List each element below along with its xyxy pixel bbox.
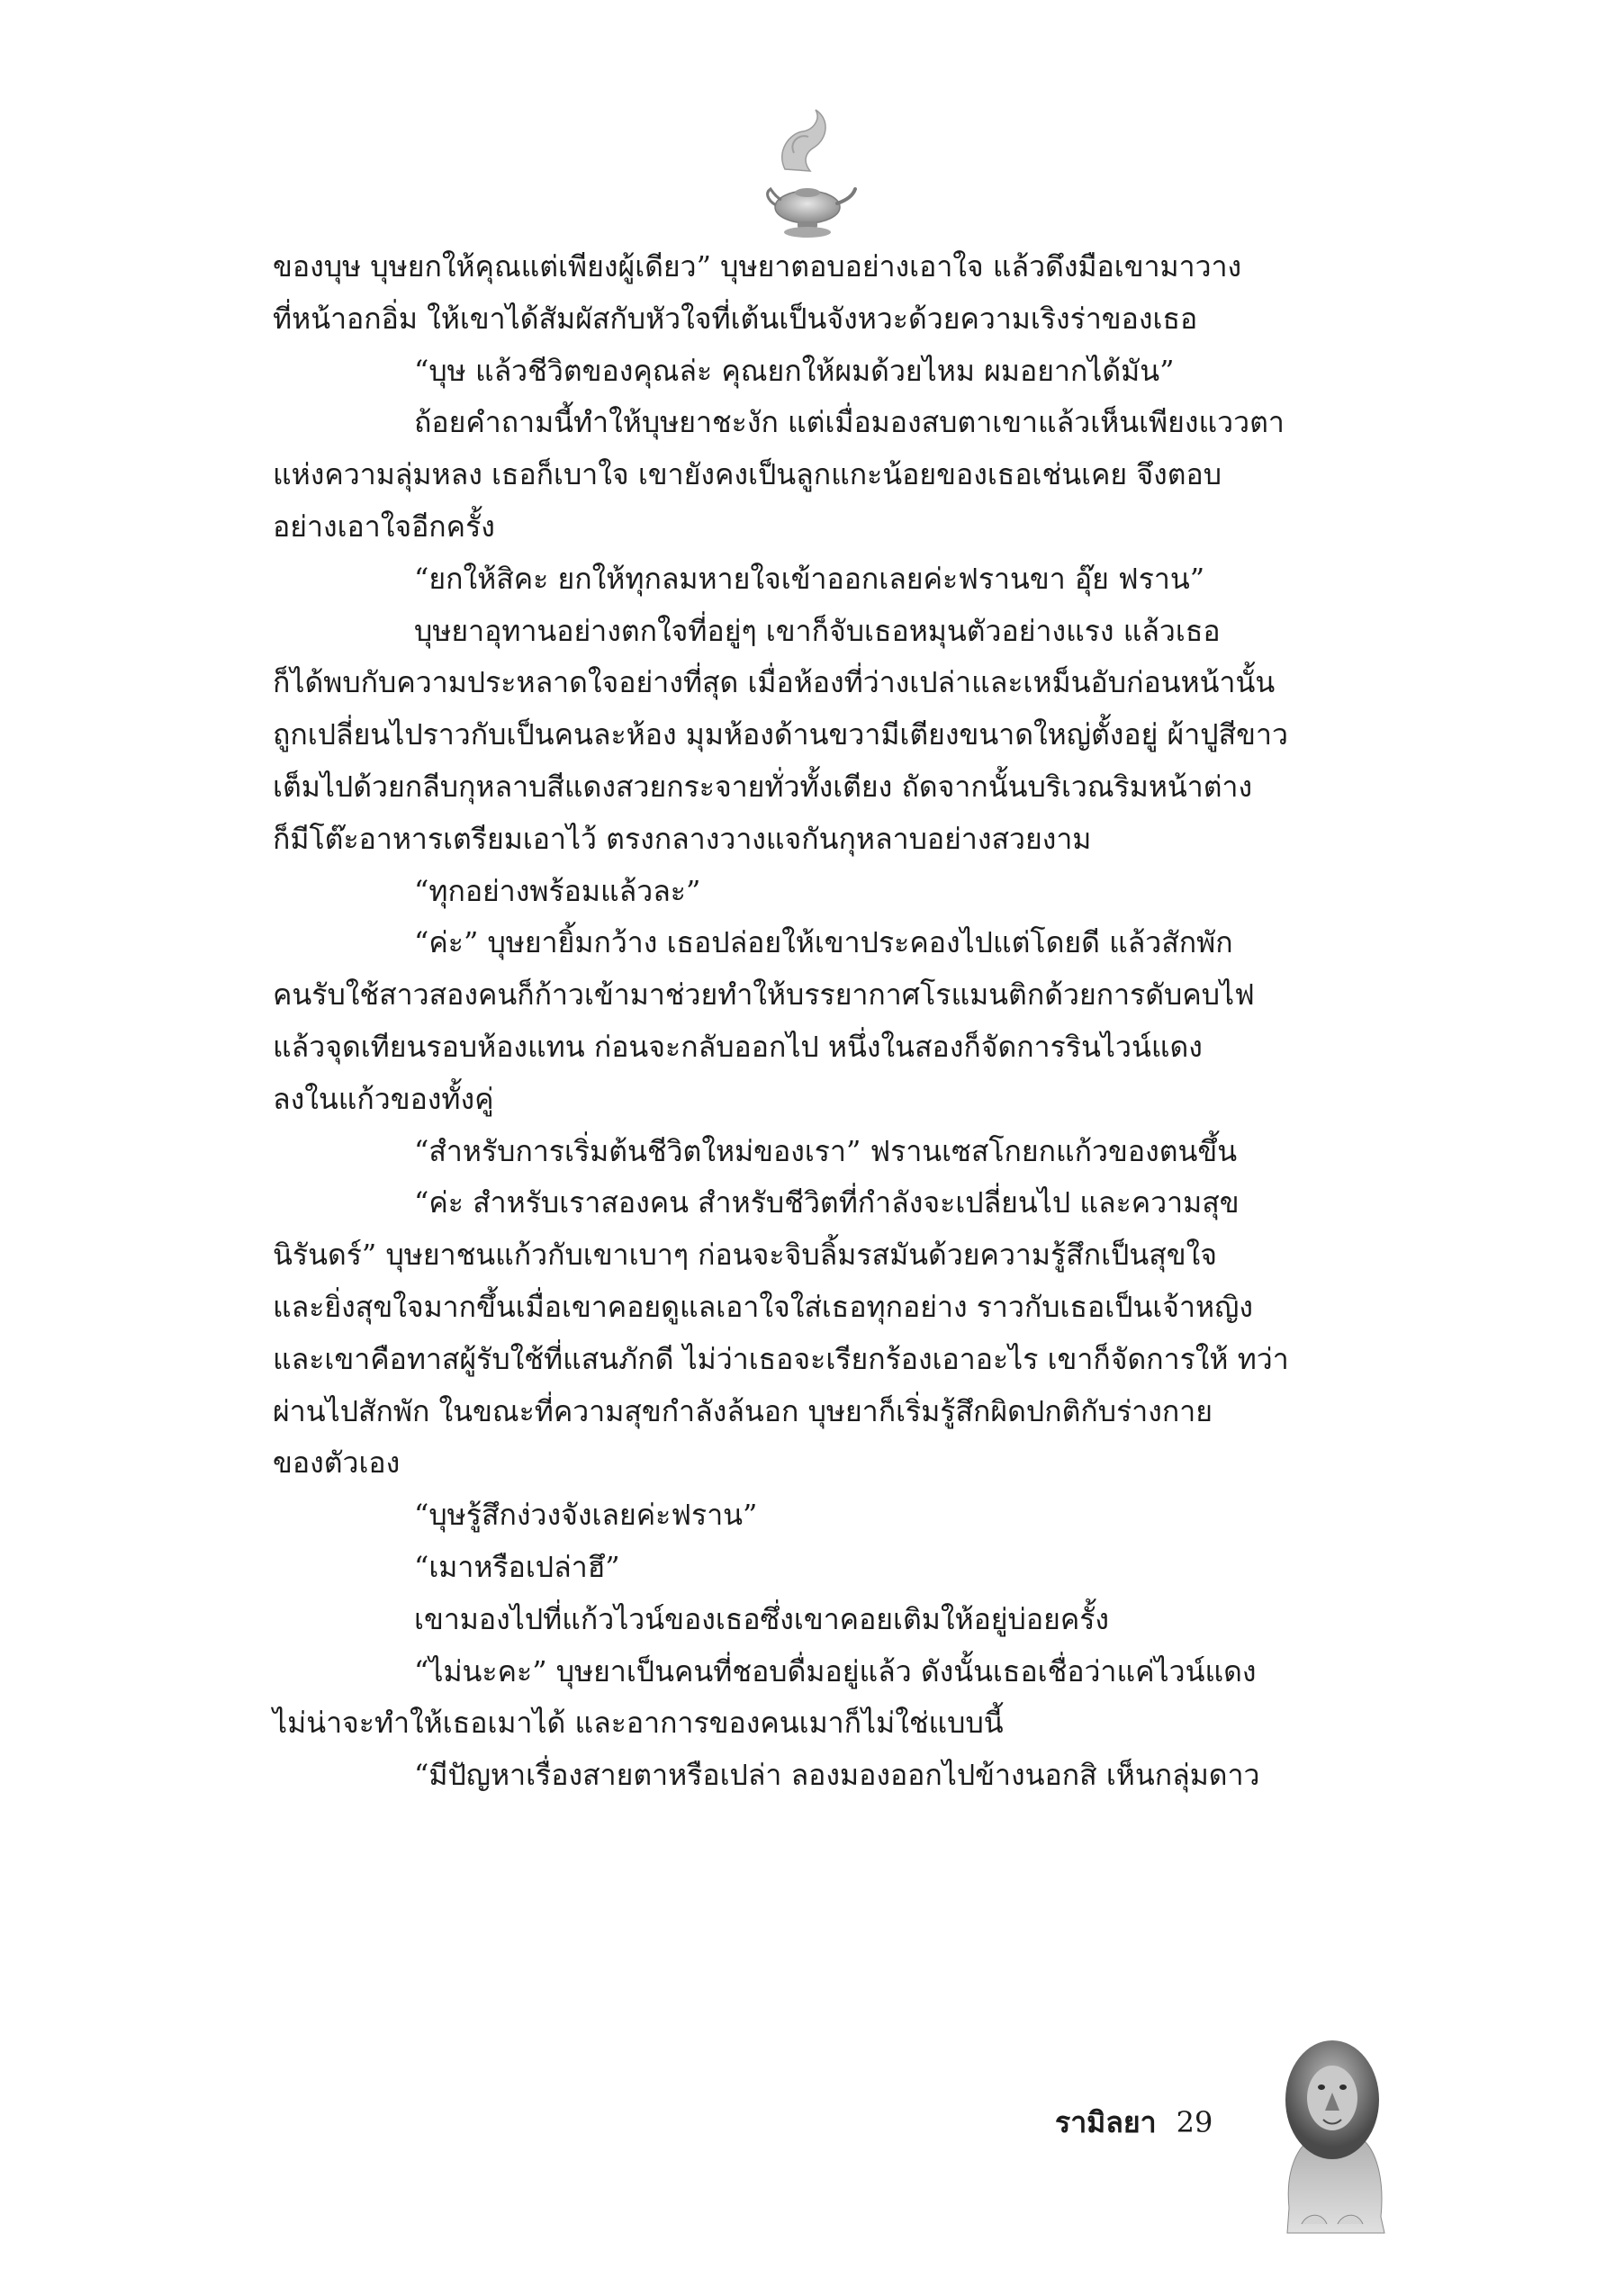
text-line: เขามองไปที่แก้วไวน์ของเธอซึ่งเขาคอยเติมให้อยู่บ่อยครั้ง [414,1601,1110,1636]
text-line: ก็ได้พบกับความประหลาดใจอย่างที่สุด เมื่อห้องที่ว่างเปล่าและเหม็นอับก่อนหน้านั้น [273,665,1276,700]
text-line: ก็มีโต๊ะอาหารเตรียมเอาไว้ ตรงกลางวางแจกันกุหลาบอย่างสวยงาม [273,821,1092,856]
body-text [273,241,1384,1802]
text-line: และยิ่งสุขใจมากขึ้นเมื่อเขาคอยดูแลเอาใจใส่เธอทุกอย่าง ราวกับเธอเป็นเจ้าหญิง [273,1289,1253,1324]
text-line: ผ่านไปสักพัก ในขณะที่ความสุขกำลังล้นอก บุษยาก็เริ่มรู้สึกผิดปกติกับร่างกาย [273,1393,1213,1428]
text-line: แห่งความลุ่มหลง เธอก็เบาใจ เขายังคงเป็นลูกแกะน้อยของเธอเช่นเคย จึงตอบ [273,457,1222,492]
text-line: ที่หน้าอกอิ่ม ให้เขาได้สัมผัสกับหัวใจที่เต้นเป็นจังหวะด้วยความเริงร่าของเธอ [273,301,1198,336]
text-line: แล้วจุดเทียนรอบห้องแทน ก่อนจะกลับออกไป หนึ่งในสองก็จัดการรินไวน์แดง [273,1029,1203,1064]
lion-illustration [1280,2028,1386,2235]
text-line: “บุษรู้สึกง่วงจังเลยค่ะฟราน” [414,1498,758,1533]
text-line: “มีปัญหาเรื่องสายตาหรือเปล่า ลองมองออกไปข้างนอกสิ เห็นกลุ่มดาว [414,1758,1260,1793]
text-line: ของบุษ บุษยกให้คุณแต่เพียงผู้เดียว” บุษยาตอบอย่างเอาใจ แล้วดึงมือเขามาวาง [273,249,1242,284]
text-line: ไม่น่าจะทำให้เธอเมาได้ และอาการของคนเมาก็ไม่ใช่แบบนี้ [273,1706,1004,1741]
genie-lamp-icon [758,106,857,241]
text-line: ถ้อยคำถามนี้ทำให้บุษยาชะงัก แต่เมื่อมองสบตาเขาแล้วเห็นเพียงแววตา [414,405,1285,440]
text-line: “สำหรับการเริ่มต้นชีวิตใหม่ของเรา” ฟรานเซสโกยกแก้วของตนขึ้น [414,1133,1238,1168]
text-line: คนรับใช้สาวสองคนก็ก้าวเข้ามาช่วยทำให้บรรยากาศโรแมนติกด้วยการดับคบไฟ [273,977,1255,1013]
text-line: “เมาหรือเปล่าฮึ” [414,1549,620,1584]
text-line: อย่างเอาใจอีกครั้ง [273,509,495,544]
text-line: “ไม่นะคะ” บุษยาเป็นคนที่ชอบดื่มอยู่แล้ว ดังนั้นเธอเชื่อว่าแค่ไวน์แดง [414,1653,1257,1688]
page-number: 29 [1176,2105,1213,2139]
text-line: บุษยาอุทานอย่างตกใจที่อยู่ๆ เขาก็จับเธอหมุนตัวอย่างแรง แล้วเธอ [414,613,1221,648]
text-line: ถูกเปลี่ยนไปราวกับเป็นคนละห้อง มุมห้องด้านขวามีเตียงขนาดใหญ่ตั้งอยู่ ผ้าปูสีขาว [273,717,1288,752]
page-footer [1055,2095,1213,2149]
text-line: “ค่ะ” บุษยายิ้มกว้าง เธอปล่อยให้เขาประคองไปแต่โดยดี แล้วสักพัก [414,925,1233,960]
text-line: และเขาคือทาสผู้รับใช้ที่แสนภักดี ไม่ว่าเธอจะเรียกร้องเอาอะไร เขาก็จัดการให้ ทว่า [273,1341,1289,1376]
text-line: นิรันดร์” บุษยาชนแก้วกับเขาเบาๆ ก่อนจะจิบลิ้มรสมันด้วยความรู้สึกเป็นสุขใจ [273,1238,1217,1273]
text-line: ของตัวเอง [273,1445,401,1481]
text-line: “ทุกอย่างพร้อมแล้วละ” [414,873,701,908]
text-line: เต็มไปด้วยกลีบกุหลาบสีแดงสวยกระจายทั่วทั้งเตียง ถัดจากนั้นบริเวณริมหน้าต่าง [273,769,1253,804]
book-title: รามิลยา [1055,2105,1157,2139]
text-line: ลงในแก้วของทั้งคู่ [273,1081,494,1116]
text-line: “บุษ แล้วชีวิตของคุณล่ะ คุณยกให้ผมด้วยไหม ผมอยากได้มัน” [414,353,1175,388]
text-line: “ค่ะ สำหรับเราสองคน สำหรับชีวิตที่กำลังจะเปลี่ยนไป และความสุข [414,1185,1240,1220]
text-line: “ยกให้สิคะ ยกให้ทุกลมหายใจเข้าออกเลยค่ะฟรานขา อุ๊ย ฟราน” [414,561,1205,596]
